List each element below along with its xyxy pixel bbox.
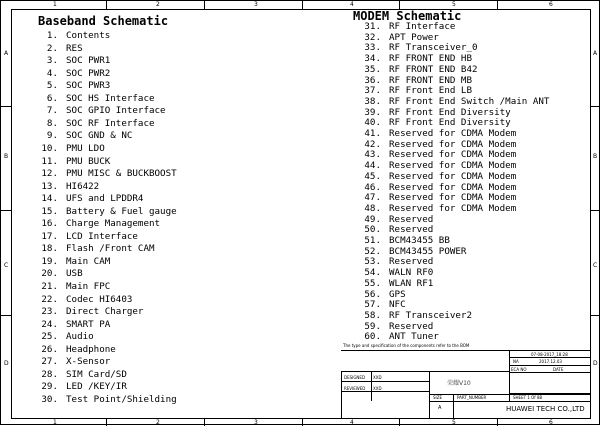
modem-item-label: Reserved for CDMA Modem (389, 181, 517, 193)
modem-item-label: NFC (389, 299, 406, 311)
modem-item (361, 140, 516, 150)
modem-item (361, 43, 478, 53)
modem-item-label: BCM43455 BB (389, 235, 450, 246)
col-label-6: 6 (549, 1, 553, 8)
baseband-item-label: X-Sensor (66, 356, 111, 368)
modem-item-number: 41. (364, 128, 381, 139)
baseband-item-label: SOC GPIO Interface (66, 105, 166, 117)
reviewed-by: XXD (373, 386, 382, 391)
modem-item (361, 118, 511, 128)
modem-item (361, 193, 516, 203)
baseband-item-label: SOC PWR3 (66, 80, 111, 92)
modem-item-number: 46. (364, 181, 381, 193)
eco-date-label: DATE (553, 367, 564, 372)
baseband-item (39, 194, 143, 204)
baseband-item-label: HI6422 (66, 180, 100, 192)
modem-item-number: 60. (364, 331, 381, 343)
baseband-item-number: 2. (46, 42, 58, 54)
modem-item (361, 268, 433, 278)
modem-item-label: Reserved for CDMA Modem (389, 160, 517, 172)
baseband-item-number: 25. (41, 331, 58, 343)
modem-item (361, 279, 433, 289)
modem-item (361, 311, 472, 321)
baseband-item-number: 4. (46, 67, 58, 79)
baseband-item-number: 9. (46, 130, 58, 142)
title-block-note: The type and specification of the components refer to the BOM (343, 343, 470, 348)
baseband-item-label: LED /KEY/IR (66, 381, 127, 393)
baseband-item-label: Main FPC (66, 281, 111, 292)
baseband-item-number: 7. (46, 105, 58, 117)
modem-item-label: RF FRONT END HB (389, 53, 472, 65)
modem-item (361, 108, 511, 118)
modem-item-number: 54. (364, 267, 381, 279)
modem-item-number: 49. (364, 213, 381, 225)
baseband-item (39, 44, 83, 54)
col-label-3: 3 (254, 1, 258, 8)
modem-item (361, 86, 472, 96)
modem-item-number: 45. (364, 170, 381, 182)
baseband-item-label: UFS and LPDDR4 (66, 193, 144, 205)
baseband-item-number: 18. (41, 243, 58, 255)
baseband-item (39, 282, 110, 292)
designed-by: XXD (373, 375, 382, 380)
baseband-item-number: 30. (41, 393, 58, 405)
baseband-item-number: 1. (46, 30, 58, 41)
col-label-2: 2 (156, 1, 160, 8)
issue-date: 2017.12.03 (539, 359, 562, 364)
modem-item-number: 58. (364, 309, 381, 321)
baseband-item-number: 15. (41, 205, 58, 217)
baseband-item-label: SOC PWR1 (66, 55, 111, 67)
baseband-item-number: 11. (41, 155, 58, 167)
baseband-item-label: SMART PA (66, 318, 111, 330)
row-label-a-right: A (593, 50, 598, 57)
baseband-item-number: 29. (41, 381, 58, 393)
modem-item (361, 332, 439, 342)
baseband-item-number: 22. (41, 293, 58, 305)
modem-item (361, 33, 439, 43)
baseband-item (39, 182, 99, 192)
baseband-item (39, 69, 110, 79)
col-label-4-bottom: 4 (350, 419, 354, 426)
col-label-6-bottom: 6 (549, 419, 553, 426)
baseband-item-label: Contents (66, 30, 111, 41)
modem-item (361, 290, 406, 300)
baseband-item-label: Main CAM (66, 255, 111, 267)
baseband-item (39, 320, 110, 330)
baseband-item (39, 307, 143, 317)
modem-item (361, 322, 433, 332)
modem-item-number: 32. (364, 31, 381, 43)
baseband-item-label: Direct Charger (66, 306, 144, 318)
modem-item-label: Reserved (389, 224, 434, 236)
baseband-item-number: 16. (41, 218, 58, 230)
modem-item-label: BCM43455 POWER (389, 245, 467, 257)
baseband-item (39, 169, 177, 179)
modem-item-number: 53. (364, 256, 381, 268)
modem-item-number: 34. (364, 53, 381, 65)
modem-item-number: 57. (364, 299, 381, 311)
baseband-item (39, 81, 110, 91)
baseband-item (39, 269, 83, 279)
baseband-item-number: 20. (41, 268, 58, 280)
modem-item-label: RF Transceiver2 (389, 309, 472, 321)
modem-item-label: RF Front End LB (389, 85, 472, 97)
modem-item-number: 35. (364, 63, 381, 75)
modem-item-label: APT Power (389, 31, 439, 43)
baseband-item (39, 357, 110, 367)
modem-item-number: 56. (364, 288, 381, 300)
modem-item-number: 55. (364, 277, 381, 289)
row-label-c: C (4, 262, 9, 269)
designed-label: DESIGNED (344, 375, 366, 380)
baseband-item (39, 56, 110, 66)
baseband-item-label: PMU MISC & BUCKBOOST (66, 168, 177, 180)
col-label-5-bottom: 5 (452, 419, 456, 426)
modem-item-label: WLAN RF1 (389, 277, 434, 289)
row-label-c-right: C (593, 262, 598, 269)
col-label-5: 5 (452, 1, 456, 8)
sheet-info: SHEET 1 Of 88 (513, 395, 543, 400)
baseband-item-number: 8. (46, 117, 58, 129)
modem-item-number: 59. (364, 320, 381, 332)
modem-item-label: RF Transceiver_0 (389, 42, 478, 54)
modem-item-label: Reserved for CDMA Modem (389, 149, 517, 161)
baseband-item (39, 94, 155, 104)
size-label: SIZE (433, 395, 442, 400)
baseband-item (39, 31, 110, 41)
modem-title: MODEM Schematic (353, 9, 462, 23)
modem-item (361, 129, 516, 139)
baseband-item-number: 19. (41, 255, 58, 267)
col-label-3-bottom: 3 (254, 419, 258, 426)
baseband-item (39, 382, 127, 392)
col-label-2-bottom: 2 (156, 419, 160, 426)
baseband-item-label: SOC GND & NC (66, 130, 133, 142)
modem-item-number: 40. (364, 117, 381, 129)
modem-item-label: Reserved for CDMA Modem (389, 138, 517, 150)
modem-item (361, 54, 472, 64)
modem-item-label: Reserved (389, 320, 434, 332)
revision-date: 07-08-2017_18:28 (531, 352, 568, 357)
baseband-item-number: 12. (41, 168, 58, 180)
modem-item (361, 161, 516, 171)
baseband-item-number: 23. (41, 306, 58, 318)
baseband-item-label: SOC HS Interface (66, 92, 155, 104)
modem-item-label: ANT Tuner (389, 331, 439, 343)
baseband-item-number: 27. (41, 356, 58, 368)
baseband-item-number: 26. (41, 343, 58, 355)
baseband-item-label: Battery & Fuel gauge (66, 205, 177, 217)
modem-item-number: 50. (364, 224, 381, 236)
modem-item (361, 215, 433, 225)
baseband-item (39, 131, 132, 141)
baseband-item-label: SOC RF Interface (66, 117, 155, 129)
modem-item-number: 31. (364, 21, 381, 32)
modem-item-label: Reserved (389, 256, 434, 268)
baseband-item-number: 6. (46, 92, 58, 104)
modem-item-number: 43. (364, 149, 381, 161)
baseband-item (39, 395, 177, 405)
modem-item-label: RF Front End Diversity (389, 117, 511, 129)
modem-item-label: RF FRONT END MB (389, 74, 472, 86)
modem-item-label: Reserved for CDMA Modem (389, 202, 517, 214)
modem-item-label: RF Front End Diversity (389, 106, 511, 118)
baseband-item-number: 10. (41, 142, 58, 154)
modem-item-number: 44. (364, 160, 381, 172)
modem-item (361, 300, 406, 310)
row-label-d: D (4, 360, 9, 367)
modem-item-label: Reserved for CDMA Modem (389, 192, 517, 204)
baseband-item-label: Audio (66, 331, 94, 343)
baseband-item-number: 28. (41, 368, 58, 380)
modem-item (361, 257, 433, 267)
project-name: 荣耀V10 (447, 380, 471, 387)
modem-item-number: 48. (364, 202, 381, 214)
col-label-1-bottom: 1 (53, 419, 57, 426)
part-number-label: PART_NUMBER (457, 395, 487, 400)
company-name: HUAWEI TECH CO.,LTD (506, 405, 585, 413)
modem-item-number: 47. (364, 192, 381, 204)
modem-item-number: 36. (364, 74, 381, 86)
modem-item-label: Reserved for CDMA Modem (389, 170, 517, 182)
baseband-item-label: Codec HI6403 (66, 293, 133, 305)
baseband-item-number: 5. (46, 80, 58, 92)
baseband-item (39, 232, 138, 242)
modem-item (361, 150, 516, 160)
modem-item-label: Reserved (389, 213, 434, 225)
modem-item-number: 38. (364, 95, 381, 107)
modem-item-label: GPS (389, 288, 406, 300)
baseband-item-number: 13. (41, 180, 58, 192)
modem-item (361, 183, 516, 193)
reviewed-label: REVIEWED (344, 386, 366, 391)
na-label: NA (513, 359, 519, 364)
baseband-item-label: Charge Management (66, 218, 161, 230)
baseband-item (39, 157, 110, 167)
baseband-item (39, 370, 127, 380)
modem-item (361, 65, 478, 75)
modem-item (361, 236, 450, 246)
baseband-item-label: LCD Interface (66, 230, 138, 242)
row-label-b: B (4, 153, 9, 160)
baseband-item-label: Flash /Front CAM (66, 243, 155, 255)
size-value: A (438, 405, 442, 411)
modem-item-number: 39. (364, 106, 381, 118)
row-label-d-right: D (593, 360, 598, 367)
modem-item-label: RF FRONT END B42 (389, 63, 478, 75)
baseband-item-label: RES (66, 42, 83, 54)
eco-no-label: ECA NO (511, 367, 527, 372)
modem-item-number: 42. (364, 138, 381, 150)
baseband-item (39, 244, 155, 254)
modem-item (361, 247, 466, 257)
baseband-item-label: USB (66, 268, 83, 280)
baseband-title: Baseband Schematic (38, 14, 169, 28)
col-label-4: 4 (350, 1, 354, 8)
baseband-item (39, 295, 132, 305)
baseband-item-number: 21. (41, 281, 58, 292)
modem-item-label: RF Interface (389, 21, 456, 32)
modem-item (361, 204, 516, 214)
baseband-item-label: SIM Card/SD (66, 368, 127, 380)
baseband-item-number: 24. (41, 318, 58, 330)
modem-item-label: Reserved for CDMA Modem (389, 128, 517, 139)
modem-item (361, 97, 549, 107)
baseband-item (39, 207, 177, 217)
baseband-item-number: 3. (46, 55, 58, 67)
baseband-item (39, 219, 160, 229)
col-label-1: 1 (53, 1, 57, 8)
modem-item-number: 51. (364, 235, 381, 246)
modem-item (361, 172, 516, 182)
baseband-item-label: Headphone (66, 343, 116, 355)
modem-item-number: 33. (364, 42, 381, 54)
baseband-item (39, 332, 94, 342)
row-label-a: A (4, 50, 9, 57)
baseband-item (39, 257, 110, 267)
baseband-item-label: PMU LDO (66, 142, 105, 154)
modem-item-number: 52. (364, 245, 381, 257)
modem-item-number: 37. (364, 85, 381, 97)
baseband-item-number: 14. (41, 193, 58, 205)
baseband-item-label: Test Point/Shielding (66, 393, 177, 405)
modem-item-label: RF Front End Switch /Main ANT (389, 95, 550, 107)
baseband-item-number: 17. (41, 230, 58, 242)
baseband-item (39, 106, 166, 116)
modem-item (361, 22, 455, 32)
baseband-item (39, 144, 105, 154)
modem-item-label: WALN RF0 (389, 267, 434, 279)
baseband-item (39, 345, 116, 355)
modem-item (361, 76, 472, 86)
baseband-item (39, 119, 155, 129)
baseband-item-label: PMU BUCK (66, 155, 111, 167)
modem-item (361, 225, 433, 235)
baseband-item-label: SOC PWR2 (66, 67, 111, 79)
row-label-b-right: B (593, 153, 598, 160)
